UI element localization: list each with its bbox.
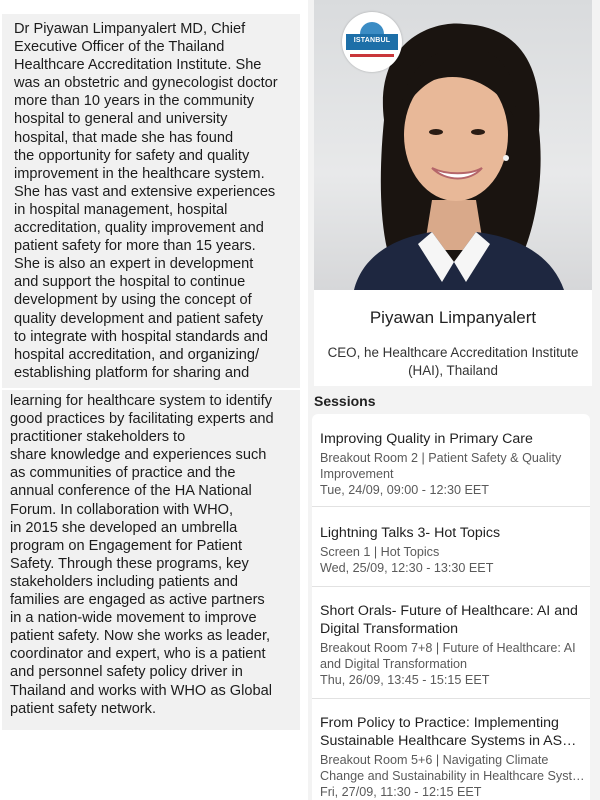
speaker-profile-card xyxy=(314,0,592,386)
session-title: Lightning Talks 3- Hot Topics xyxy=(320,525,501,541)
speaker-photo xyxy=(314,0,592,290)
session-title: Short Orals- Future of Healthcare: AI and Digital Transformation xyxy=(320,603,578,637)
session-item-3[interactable] xyxy=(320,602,586,688)
session-datetime: Thu, 26/09, 13:45 - 15:15 EET xyxy=(320,673,490,687)
session-item-1[interactable] xyxy=(320,430,586,498)
bio-text-part1: Dr Piyawan Limpanyalert MD, Chief Executive Officer of the Thailand Healthcare Accreditation Institute. She was an obstetric and gynecologist doctor more than 10 years in the community hospital to general and university hospital, that made she has found the opportunity for safety and quality improvement in the healthcare system. She has vast and extensive experiences in hospital management, hospital accreditation, quality improvement and patient safety for more than 15 years. She is also an expert in development and support the hospital to continue development by using the concept of quality development and patient safety to integrate with hospital standards and hospital accreditation, and organizing/ establishing platform for sharing and xyxy=(14,21,278,381)
logo-dome-shape xyxy=(360,22,384,34)
bio-panel-top xyxy=(2,14,300,388)
speaker-name: Piyawan Limpanyalert xyxy=(369,308,537,327)
session-datetime: Tue, 24/09, 09:00 - 12:30 EET xyxy=(320,483,489,497)
session-title: From Policy to Practice: Implementing Sustainable Healthcare Systems in AS… xyxy=(320,715,577,749)
session-location: Screen 1 | Hot Topics xyxy=(320,545,440,559)
session-divider xyxy=(312,586,590,587)
session-item-4[interactable] xyxy=(320,714,586,800)
speaker-role: CEO, he Healthcare Accreditation Institute (HAI), Thailand xyxy=(327,345,579,378)
session-datetime: Wed, 25/09, 12:30 - 13:30 EET xyxy=(320,561,494,575)
logo-text: ISTANBUL xyxy=(353,37,391,44)
session-divider xyxy=(312,506,590,507)
logo-red-stripe xyxy=(350,54,394,57)
bio-panel-bottom xyxy=(2,390,300,730)
session-location: Breakout Room 2 | Patient Safety & Quality Improvement xyxy=(320,451,562,481)
session-divider xyxy=(312,698,590,699)
sessions-list xyxy=(312,414,590,800)
session-location: Breakout Room 5+6 | Navigating Climate Change and Sustainability in Healthcare Syst… xyxy=(320,753,585,783)
session-item-2[interactable] xyxy=(320,524,586,576)
session-datetime: Fri, 27/09, 11:30 - 12:15 EET xyxy=(320,785,482,799)
session-title: Improving Quality in Primary Care xyxy=(320,431,533,447)
bio-text-part2: learning for healthcare system to identify good practices by facilitating experts and practitioner stakeholders to share knowledge and experiences such as communities of practice and the annual conference of the HA National Forum. In collaboration with WHO, in 2015 she developed an umbrella program on Engagement for Patient Safety. Through these programs, key stakeholders including patients and families are engaged as active partners in a nation-wide movement to improve patient safety. Now she works as leader, coordinator and expert, who is a patient and personnel safety policy driver in Thailand and works with WHO as Global patient safety network. xyxy=(10,393,274,717)
event-logo xyxy=(342,12,402,72)
session-location: Breakout Room 7+8 | Future of Healthcare: AI and Digital Transformation xyxy=(320,641,576,671)
sessions-heading: Sessions xyxy=(314,393,376,409)
